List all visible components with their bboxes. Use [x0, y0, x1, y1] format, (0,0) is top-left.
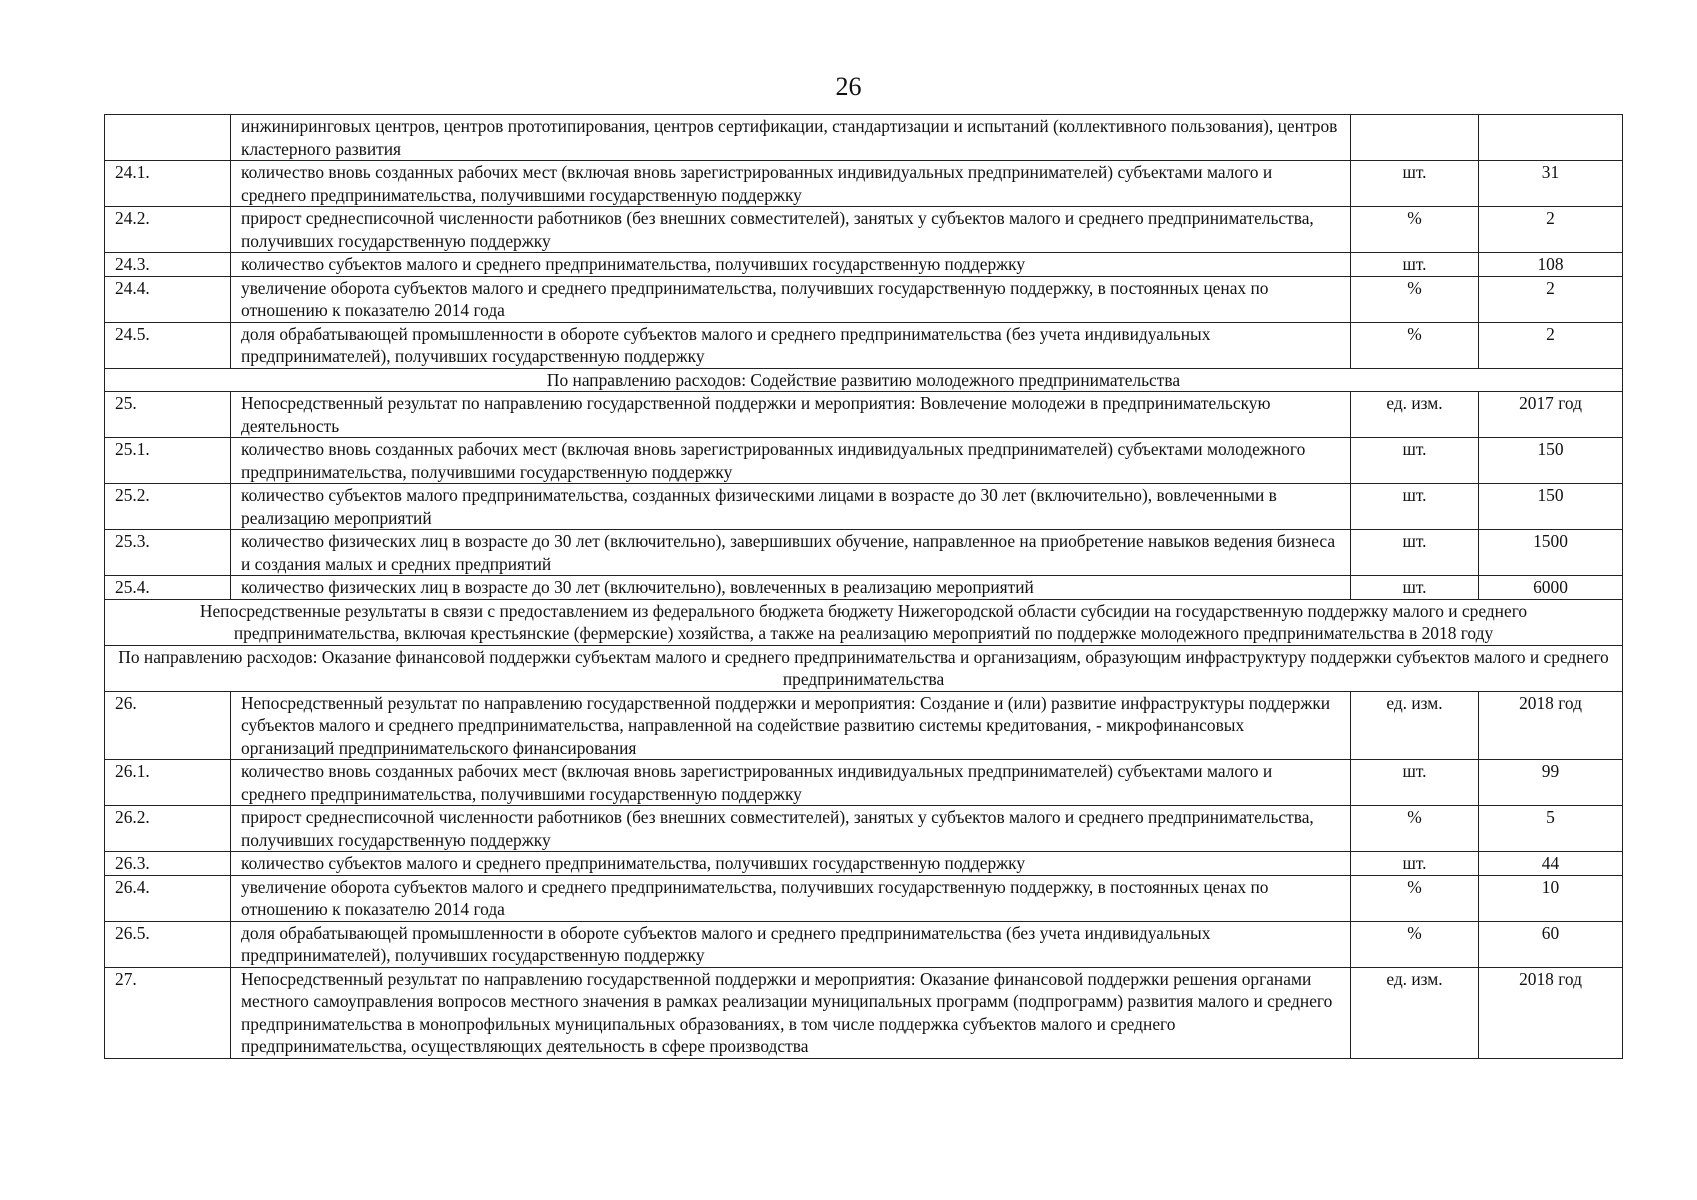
- row-number: 25.3.: [105, 530, 231, 576]
- row-value: 2018 год: [1479, 691, 1623, 760]
- table-row: [105, 576, 1623, 600]
- row-description: количество физических лиц в возрасте до 30 лет (включительно), завершивших обучение, направленное на приобретение навыков ведения бизнеса и создания малых и средних предприятий: [231, 530, 1351, 576]
- row-unit: шт.: [1351, 484, 1479, 530]
- row-unit: шт.: [1351, 438, 1479, 484]
- row-value: 44: [1479, 852, 1623, 876]
- table-row: [105, 322, 1623, 368]
- row-description: увеличение оборота субъектов малого и среднего предпринимательства, получивших государственную поддержку, в постоянных ценах по отношению к показателю 2014 года: [231, 276, 1351, 322]
- row-unit: шт.: [1351, 760, 1479, 806]
- row-description: прирост среднесписочной численности работников (без внешних совместителей), занятых у субъектов малого и среднего предпринимательства, получивших государственную поддержку: [231, 207, 1351, 253]
- table-row: [105, 207, 1623, 253]
- row-value: 5: [1479, 806, 1623, 852]
- section-heading-row: [105, 645, 1623, 691]
- row-value: 31: [1479, 161, 1623, 207]
- row-description: Непосредственный результат по направлению государственной поддержки и мероприятия: Оказание финансовой поддержки решения органами местного самоуправления вопросов местного значения в рамках реализации муниципальных программ (подпрограмм) развития малого и среднего предпринимательства в монопрофильных муниципальных образованиях, в том числе поддержка субъектов малого и среднего предпринимательства, осуществляющих деятельность в сфере производства: [231, 967, 1351, 1058]
- row-description: увеличение оборота субъектов малого и среднего предпринимательства, получивших государственную поддержку, в постоянных ценах по отношению к показателю 2014 года: [231, 875, 1351, 921]
- row-description: количество вновь созданных рабочих мест (включая вновь зарегистрированных индивидуальных предпринимателей) субъектами малого и среднего предпринимательства, получившими государственную поддержку: [231, 161, 1351, 207]
- section-heading: Непосредственные результаты в связи с предоставлением из федерального бюджета бюджету Нижегородской области субсидии на государственную поддержку малого и среднего предпринимательства, включая крестьянские (фермерские) хозяйства, а также на реализацию мероприятий по поддержке молодежного предпринимательства в 2018 году: [105, 599, 1623, 645]
- row-value: 1500: [1479, 530, 1623, 576]
- row-unit: %: [1351, 322, 1479, 368]
- section-heading-row: [105, 368, 1623, 392]
- row-description: количество субъектов малого и среднего предпринимательства, получивших государственную поддержку: [231, 253, 1351, 277]
- table-row: [105, 691, 1623, 760]
- row-description: Непосредственный результат по направлению государственной поддержки и мероприятия: Создание и (или) развитие инфраструктуры поддержки субъектов малого и среднего предпринимательства, направленной на содействие развитию системы кредитования, - микрофинансовых организаций предпринимательского финансирования: [231, 691, 1351, 760]
- row-description: инжиниринговых центров, центров прототипирования, центров сертификации, стандартизации и испытаний (коллективного пользования), центров кластерного развития: [231, 115, 1351, 161]
- row-unit: ед. изм.: [1351, 392, 1479, 438]
- row-unit: %: [1351, 207, 1479, 253]
- row-number: 24.2.: [105, 207, 231, 253]
- row-number: 25.1.: [105, 438, 231, 484]
- table-row: [105, 806, 1623, 852]
- table-row: [105, 852, 1623, 876]
- row-unit: шт.: [1351, 852, 1479, 876]
- row-number: 25.4.: [105, 576, 231, 600]
- row-number: 27.: [105, 967, 231, 1058]
- table-row: [105, 484, 1623, 530]
- table-row: [105, 392, 1623, 438]
- page-number: 26: [835, 72, 862, 101]
- row-value: 2: [1479, 322, 1623, 368]
- row-value: 99: [1479, 760, 1623, 806]
- table-row: [105, 760, 1623, 806]
- table-row: [105, 253, 1623, 277]
- table-row: [105, 438, 1623, 484]
- row-description: количество субъектов малого и среднего предпринимательства, получивших государственную поддержку: [231, 852, 1351, 876]
- table-row: [105, 921, 1623, 967]
- row-number: [105, 115, 231, 161]
- row-description: количество физических лиц в возрасте до 30 лет (включительно), вовлеченных в реализацию мероприятий: [231, 576, 1351, 600]
- row-description: доля обрабатывающей промышленности в обороте субъектов малого и среднего предпринимательства (без учета индивидуальных предпринимателей), получивших государственную поддержку: [231, 322, 1351, 368]
- table-row: [105, 115, 1623, 161]
- row-unit: шт.: [1351, 576, 1479, 600]
- row-unit: [1351, 115, 1479, 161]
- section-heading-row: [105, 599, 1623, 645]
- row-unit: %: [1351, 921, 1479, 967]
- row-number: 25.: [105, 392, 231, 438]
- row-description: количество субъектов малого предпринимательства, созданных физическими лицами в возрасте до 30 лет (включительно), вовлеченными в реализацию мероприятий: [231, 484, 1351, 530]
- table-row: [105, 276, 1623, 322]
- row-value: 150: [1479, 484, 1623, 530]
- row-number: 24.5.: [105, 322, 231, 368]
- row-number: 24.1.: [105, 161, 231, 207]
- section-heading: По направлению расходов: Оказание финансовой поддержки субъектам малого и среднего предпринимательства и организациям, образующим инфраструктуру поддержки субъектов малого и среднего предпринимательства: [105, 645, 1623, 691]
- table-row: [105, 530, 1623, 576]
- row-number: 26.: [105, 691, 231, 760]
- row-value: 10: [1479, 875, 1623, 921]
- row-unit: шт.: [1351, 530, 1479, 576]
- row-unit: %: [1351, 875, 1479, 921]
- row-description: количество вновь созданных рабочих мест (включая вновь зарегистрированных индивидуальных предпринимателей) субъектами малого и среднего предпринимательства, получившими государственную поддержку: [231, 760, 1351, 806]
- row-description: количество вновь созданных рабочих мест (включая вновь зарегистрированных индивидуальных предпринимателей) субъектами молодежного предпринимательства, получившими государственную поддержку: [231, 438, 1351, 484]
- row-unit: %: [1351, 276, 1479, 322]
- row-value: 2017 год: [1479, 392, 1623, 438]
- section-heading: По направлению расходов: Содействие развитию молодежного предпринимательства: [105, 368, 1623, 392]
- row-number: 26.3.: [105, 852, 231, 876]
- row-value: 2: [1479, 207, 1623, 253]
- table-row: [105, 875, 1623, 921]
- row-number: 24.4.: [105, 276, 231, 322]
- row-value: 2018 год: [1479, 967, 1623, 1058]
- row-number: 26.1.: [105, 760, 231, 806]
- row-unit: шт.: [1351, 253, 1479, 277]
- row-value: 150: [1479, 438, 1623, 484]
- row-unit: ед. изм.: [1351, 691, 1479, 760]
- table-row: [105, 967, 1623, 1058]
- row-description: прирост среднесписочной численности работников (без внешних совместителей), занятых у субъектов малого и среднего предпринимательства, получивших государственную поддержку: [231, 806, 1351, 852]
- table-row: [105, 161, 1623, 207]
- row-value: 60: [1479, 921, 1623, 967]
- row-description: доля обрабатывающей промышленности в обороте субъектов малого и среднего предпринимательства (без учета индивидуальных предпринимателей), получивших государственную поддержку: [231, 921, 1351, 967]
- row-value: 2: [1479, 276, 1623, 322]
- row-description: Непосредственный результат по направлению государственной поддержки и мероприятия: Вовлечение молодежи в предпринимательскую деятельность: [231, 392, 1351, 438]
- row-number: 24.3.: [105, 253, 231, 277]
- indicators-table: [104, 114, 1623, 1059]
- row-unit: ед. изм.: [1351, 967, 1479, 1058]
- row-value: 6000: [1479, 576, 1623, 600]
- row-number: 26.5.: [105, 921, 231, 967]
- row-value: [1479, 115, 1623, 161]
- row-number: 25.2.: [105, 484, 231, 530]
- row-unit: %: [1351, 806, 1479, 852]
- row-number: 26.4.: [105, 875, 231, 921]
- row-unit: шт.: [1351, 161, 1479, 207]
- row-number: 26.2.: [105, 806, 231, 852]
- row-value: 108: [1479, 253, 1623, 277]
